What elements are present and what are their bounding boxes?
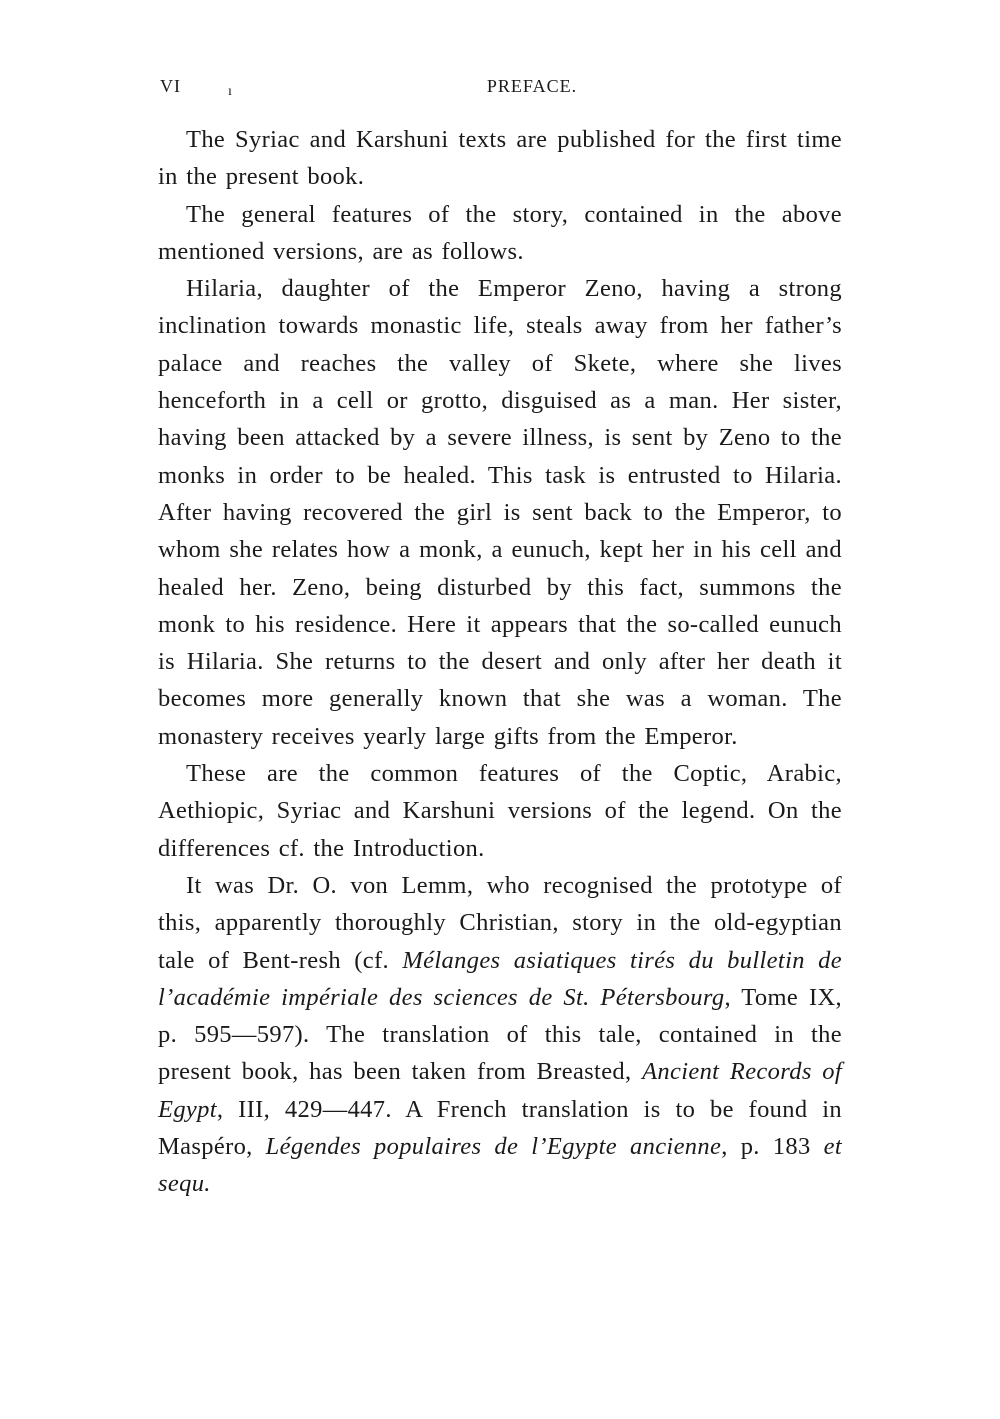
prototype-text-1: It was Dr. O. von Lemm, who recognised the prototype of this, apparently thoroughly Christian, story in the old-egyptian tale of Bent-resh (cf. — [158, 871, 842, 974]
citation-legendes: Légendes populaires de l’Egypte ancienne — [265, 1133, 722, 1161]
citation-melanges: Mélanges asiatiques tirés du bulletin de l’académie impériale des sciences de St. Pétersbourg — [158, 946, 842, 1011]
paragraph-syriac-texts: The Syriac and Karshuni texts are published for the first time in the present book. — [158, 126, 842, 191]
prototype-text-3: , III, 429—447. A French translation is to be found in Maspéro, — [158, 1095, 842, 1161]
citation-ancient-records: Ancient Records of Egypt — [158, 1058, 843, 1123]
paragraph-general-features: The general features of the story, contained in the above mentioned versions, are as follows. — [158, 200, 842, 265]
stray-mark: ı — [228, 84, 233, 99]
page-number: VI — [160, 76, 181, 96]
prototype-text-2: , Tome IX, p. 595—597). The translation of this tale, contained in the present book, has been taken from Breasted, — [158, 983, 842, 1086]
running-head — [160, 76, 844, 100]
running-title: PREFACE. — [486, 76, 578, 96]
paragraph-prototype — [158, 867, 842, 1203]
paragraph-story-summary: Hilaria, daughter of the Emperor Zeno, having a strong inclination towards monastic life, steals away from her father’s palace and reaches the valley of Skete, where she lives henceforth in a cell or grotto, disguised as a man. Her sister, having been attacked by a severe illness, is sent by Zeno to the monks in order to be healed. This task is entrusted to Hilaria. After having recovered the girl is sent back to the Emperor, to whom she relates how a monk, a eunuch, kept her in his cell and healed her. Zeno, being disturbed by this fact, summons the monk to his residence. Here it appears that the so-called eunuch is Hilaria. She returns to the desert and only after her death it becomes more generally known that she was a woman. The monastery receives yearly large gifts from the Emperor. — [158, 275, 842, 750]
paragraph-common-features: These are the common features of the Coptic, Arabic, Aethiopic, Syriac and Karshuni versions of the legend. On the differences cf. the Introduction. — [158, 760, 842, 862]
citation-et-sequ: et sequ. — [158, 1133, 842, 1198]
prototype-text-4: , p. 183 — [721, 1133, 824, 1161]
body-text — [158, 121, 842, 1203]
